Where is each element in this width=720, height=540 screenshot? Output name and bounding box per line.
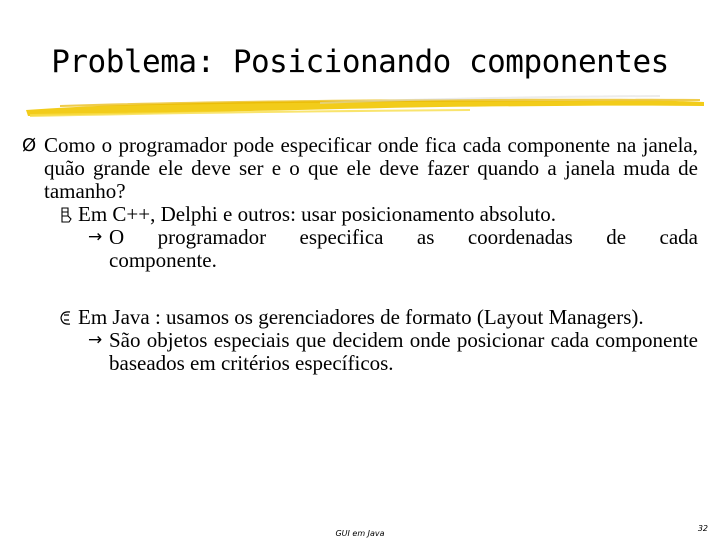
bullet-text: Em C++, Delphi e outros: usar posicionamento absoluto. — [78, 202, 557, 226]
hand-pointing-bullet-icon — [59, 306, 73, 329]
bullet-level3 — [22, 329, 698, 375]
bullet-level3-continuation — [22, 249, 698, 272]
arrowhead-bullet-icon: Ø — [22, 135, 37, 156]
right-arrow-bullet-icon: → — [88, 330, 103, 350]
bullet-text: Em Java : usamos os gerenciadores de formato (Layout Managers). — [78, 305, 644, 329]
bullet-text: componente. — [109, 248, 217, 272]
bullet-level1 — [22, 134, 698, 203]
title-underline-brush — [20, 92, 710, 122]
pointing-hand-bullet-icon — [59, 203, 73, 226]
page-number: 32 — [697, 524, 708, 533]
bullet-text: O programador especifica as coordenadas de cada — [109, 225, 698, 249]
bullet-text: Como o programador pode especificar onde fica cada componente na janela, quão grande ele deve ser e o que ele deve fazer quando a janela muda de tamanho? — [44, 133, 698, 203]
bullet-text: São objetos especiais que decidem onde posicionar cada componente baseados em critérios específicos. — [109, 328, 698, 375]
footer-title: GUI em Java — [335, 529, 385, 538]
bullet-level2 — [22, 203, 698, 226]
slide-title: Problema: Posicionando componentes — [51, 44, 669, 80]
right-arrow-bullet-icon: → — [88, 227, 103, 247]
bullet-level3 — [22, 226, 698, 249]
slide-body — [22, 134, 698, 375]
bullet-level2 — [22, 306, 698, 329]
